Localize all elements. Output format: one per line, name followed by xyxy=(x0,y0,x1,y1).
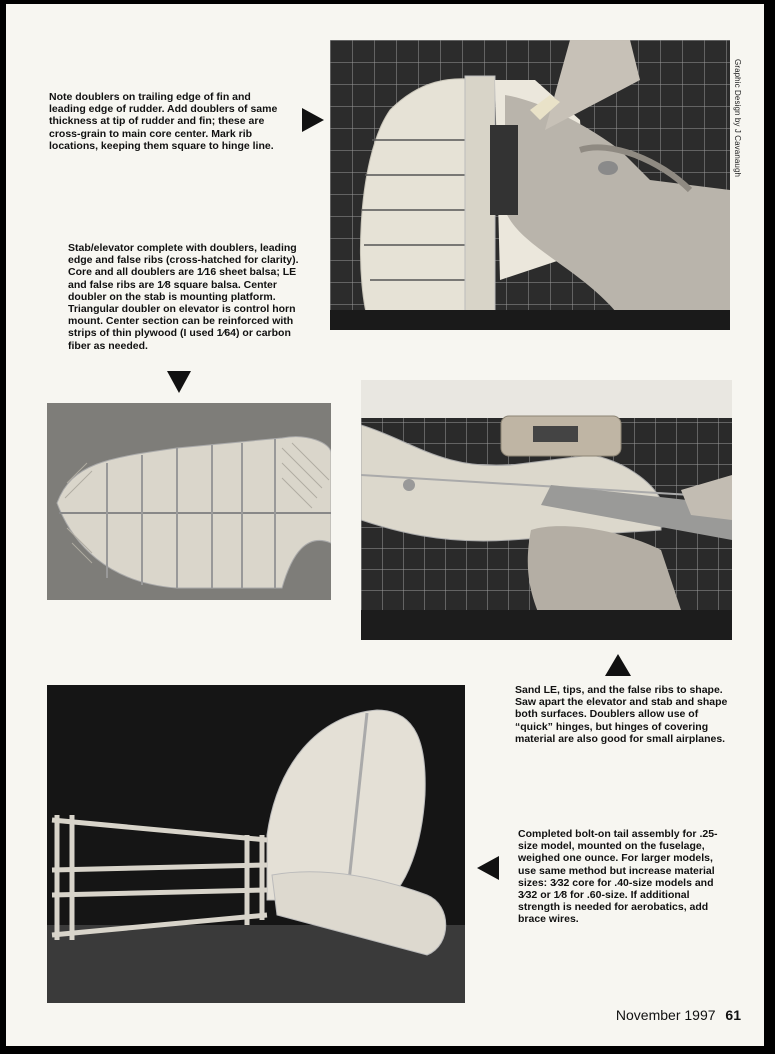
page-number: 61 xyxy=(725,1007,741,1023)
magazine-page xyxy=(6,4,764,1046)
photo-stab-elevator xyxy=(47,403,331,600)
photo-fin-rudder-cutting xyxy=(330,40,730,330)
page-footer xyxy=(616,1007,741,1023)
arrow-right-icon xyxy=(302,108,324,132)
caption-sand-le: Sand LE, tips, and the false ribs to shape. Saw apart the elevator and stab and shape both surfaces. Doublers allow use of “quick” hinges, but hinges of covering material are also good for small airplanes. xyxy=(515,684,728,745)
caption-fin-rudder: Note doublers on trailing edge of fin and leading edge of rudder. Add doublers of same thickness at tip of rudder and fin; these are cross-grain to main core center. Mark rib locations, keeping them square to hinge line. xyxy=(49,91,278,152)
arrow-down-icon xyxy=(167,371,191,393)
issue-date: November 1997 xyxy=(615,1007,716,1023)
caption-tail-assembly: Completed bolt-on tail assembly for .25-size model, mounted on the fuselage, weighed one ounce. For larger models, use same method but increase material sizes: 3⁄32 core for .40-size models and 3⁄32 or 1⁄8 for .60-size. If additional strength is needed for aerobatics, add brace wires. xyxy=(518,828,718,926)
graphic-design-credit: Graphic Design by J Cavanaugh xyxy=(733,59,742,178)
photo-tail-assembly xyxy=(47,685,465,1003)
caption-stab-elevator: Stab/elevator complete with doublers, leading edge and false ribs (cross-hatched for clarity). Core and all doublers are 1⁄16 sheet balsa; LE and false ribs are 1⁄8 square balsa. Center doubler on the stab is mounting platform. Triangular doubler on elevator is control horn mount. Center section can be reinforced with strips of thin plywood (I used 1⁄64) or carbon fiber as needed. xyxy=(68,242,299,352)
photo-sawing-elevator xyxy=(361,380,732,640)
arrow-left-icon xyxy=(477,856,499,880)
arrow-up-icon xyxy=(605,654,631,676)
